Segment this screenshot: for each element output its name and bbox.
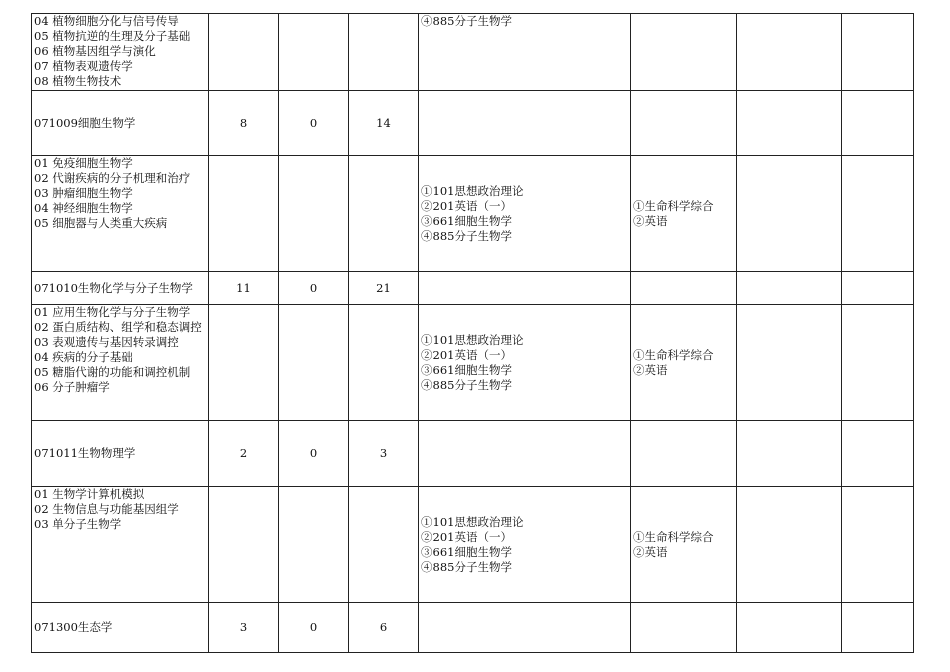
direction-item: 03 表观遗传与基因转录调控 xyxy=(34,335,179,349)
empty-cell xyxy=(842,156,914,272)
empty-cell xyxy=(737,603,842,653)
exam-item: ④885分子生物学 xyxy=(421,228,512,243)
count-cell xyxy=(279,305,349,421)
major-name-cell: 071300生态学 xyxy=(32,603,209,653)
exam-item: ②201英语（一） xyxy=(421,198,512,213)
direction-item: 07 植物表观遗传学 xyxy=(34,59,133,73)
direction-item: 05 植物抗逆的生理及分子基础 xyxy=(34,29,191,43)
retest-item: ①生命科学综合 xyxy=(633,198,714,213)
table-row xyxy=(32,14,914,91)
exam-item: ③661细胞生物学 xyxy=(421,544,512,559)
retest-item: ②英语 xyxy=(633,362,668,377)
count-cell xyxy=(209,305,279,421)
table-row xyxy=(32,603,914,653)
research-directions-cell xyxy=(32,487,209,603)
admissions-table xyxy=(31,13,914,653)
exam-subjects-cell xyxy=(419,272,631,305)
retest-item: ②英语 xyxy=(633,213,668,228)
direction-item: 06 植物基因组学与演化 xyxy=(34,44,156,58)
exam-subjects-cell xyxy=(419,305,631,421)
retest-subjects-cell xyxy=(631,487,737,603)
count-cell: 0 xyxy=(279,603,349,653)
count-cell: 11 xyxy=(209,272,279,305)
research-directions-cell xyxy=(32,305,209,421)
direction-item: 01 应用生物化学与分子生物学 xyxy=(34,305,191,319)
exam-subjects-cell xyxy=(419,487,631,603)
count-cell: 0 xyxy=(279,272,349,305)
count-cell xyxy=(349,487,419,603)
direction-item: 02 代谢疾病的分子机理和治疗 xyxy=(34,171,191,185)
count-cell: 3 xyxy=(209,603,279,653)
direction-item: 03 单分子生物学 xyxy=(34,517,122,531)
exam-item: ④885分子生物学 xyxy=(421,559,512,574)
empty-cell xyxy=(737,421,842,487)
empty-cell xyxy=(842,487,914,603)
direction-item: 06 分子肿瘤学 xyxy=(34,380,110,394)
direction-item: 04 疾病的分子基础 xyxy=(34,350,133,364)
count-cell xyxy=(209,487,279,603)
count-cell xyxy=(209,156,279,272)
direction-item: 05 糖脂代谢的功能和调控机制 xyxy=(34,365,191,379)
exam-subjects-cell xyxy=(419,603,631,653)
direction-item: 04 植物细胞分化与信号传导 xyxy=(34,14,179,28)
count-cell xyxy=(279,156,349,272)
count-cell: 3 xyxy=(349,421,419,487)
table-row xyxy=(32,487,914,603)
exam-item: ①101思想政治理论 xyxy=(421,514,524,529)
empty-cell xyxy=(737,487,842,603)
empty-cell xyxy=(842,421,914,487)
retest-item: ②英语 xyxy=(633,544,668,559)
count-cell xyxy=(279,487,349,603)
count-cell xyxy=(349,14,419,91)
empty-cell xyxy=(842,91,914,156)
count-cell: 6 xyxy=(349,603,419,653)
research-directions-cell xyxy=(32,156,209,272)
count-cell: 14 xyxy=(349,91,419,156)
empty-cell xyxy=(842,603,914,653)
table-row xyxy=(32,156,914,272)
exam-subjects-cell xyxy=(419,91,631,156)
retest-subjects-cell xyxy=(631,272,737,305)
count-cell xyxy=(279,14,349,91)
count-cell xyxy=(349,156,419,272)
retest-subjects-cell xyxy=(631,421,737,487)
research-directions-cell xyxy=(32,14,209,91)
exam-item: ③661细胞生物学 xyxy=(421,362,512,377)
count-cell: 0 xyxy=(279,91,349,156)
empty-cell xyxy=(737,91,842,156)
table-row xyxy=(32,272,914,305)
retest-item: ①生命科学综合 xyxy=(633,529,714,544)
direction-item: 02 生物信息与功能基因组学 xyxy=(34,502,179,516)
exam-item: ④885分子生物学 xyxy=(421,14,512,28)
major-name-cell: 071011生物物理学 xyxy=(32,421,209,487)
exam-item: ②201英语（一） xyxy=(421,347,512,362)
major-name-cell: 071009细胞生物学 xyxy=(32,91,209,156)
exam-item: ②201英语（一） xyxy=(421,529,512,544)
empty-cell xyxy=(737,272,842,305)
count-cell xyxy=(209,14,279,91)
exam-subjects-cell xyxy=(419,14,631,91)
exam-subjects-cell xyxy=(419,421,631,487)
count-cell: 0 xyxy=(279,421,349,487)
direction-item: 02 蛋白质结构、组学和稳态调控 xyxy=(34,320,202,334)
direction-item: 04 神经细胞生物学 xyxy=(34,201,133,215)
direction-item: 05 细胞器与人类重大疾病 xyxy=(34,216,168,230)
retest-subjects-cell xyxy=(631,91,737,156)
empty-cell xyxy=(842,14,914,91)
empty-cell xyxy=(737,156,842,272)
exam-item: ①101思想政治理论 xyxy=(421,332,524,347)
exam-subjects-cell xyxy=(419,156,631,272)
retest-subjects-cell xyxy=(631,603,737,653)
exam-item: ④885分子生物学 xyxy=(421,377,512,392)
exam-item: ①101思想政治理论 xyxy=(421,183,524,198)
retest-item: ①生命科学综合 xyxy=(633,347,714,362)
empty-cell xyxy=(737,305,842,421)
direction-item: 01 免疫细胞生物学 xyxy=(34,156,133,170)
count-cell xyxy=(349,305,419,421)
empty-cell xyxy=(737,14,842,91)
table-row xyxy=(32,305,914,421)
count-cell: 2 xyxy=(209,421,279,487)
count-cell: 8 xyxy=(209,91,279,156)
table-row xyxy=(32,421,914,487)
retest-subjects-cell xyxy=(631,156,737,272)
retest-subjects-cell xyxy=(631,305,737,421)
count-cell: 21 xyxy=(349,272,419,305)
exam-item: ③661细胞生物学 xyxy=(421,213,512,228)
direction-item: 01 生物学计算机模拟 xyxy=(34,487,145,501)
retest-subjects-cell xyxy=(631,14,737,91)
empty-cell xyxy=(842,305,914,421)
table-row xyxy=(32,91,914,156)
empty-cell xyxy=(842,272,914,305)
major-name-cell: 071010生物化学与分子生物学 xyxy=(32,272,209,305)
direction-item: 03 肿瘤细胞生物学 xyxy=(34,186,133,200)
direction-item: 08 植物生物技术 xyxy=(34,74,122,88)
